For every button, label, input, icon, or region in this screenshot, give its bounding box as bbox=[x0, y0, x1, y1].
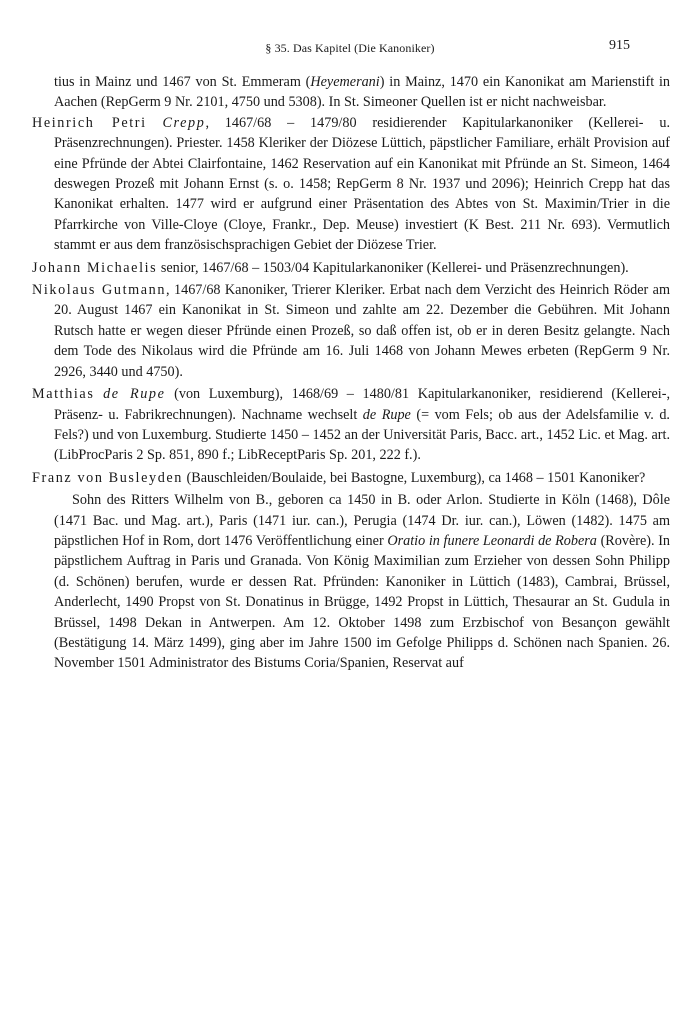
entry-nikolaus-gutmann: Nikolaus Gutmann, 1467/68 Kanoniker, Trierer Kleriker. Erbat nach dem Verzicht des Heinrich Röder am 20. August 1467 ein Kanonikat in St. Simeon und zahlte am 22. Dezember die Gebühren. Mit Johann Rutsch hatte er wegen dieser Pfründe einen Prozeß, so daß offen ist, ob er in deren Besitz gelangte. Nach dem Tode des Nikolaus wird die Pfründe am 16. Juli 1468 von Johann Mewes erbeten (RepGerm 9 Nr. 2926, 3440 und 4750). bbox=[32, 282, 670, 380]
page-body bbox=[32, 72, 670, 674]
entry-name-italic: de Rupe bbox=[103, 386, 166, 403]
entry-johann-michaelis: Johann Michaelis senior, 1467/68 – 1503/04 Kapitularkanoniker (Kellerei- und Präsenzrechnungen). bbox=[32, 259, 629, 276]
running-title: § 35. Das Kapitel (Die Kanoniker) bbox=[265, 41, 435, 55]
entry-heinrich-crepp: Heinrich Petri Crepp, 1467/68 – 1479/80 residierender Kapitularkanoniker (Kellerei- u. Präsenzrechnungen). Priester. 1458 Kleriker der Diözese Lüttich, päpstlicher Familiare, erhält Provision auf eine Pfründe der Abtei Clairfontaine, 1462 Reservation auf ein Kanonikat mit Pfründe an St. Simeon, 1464 deswegen Prozeß mit Johann Ernst (s. o. 1458; RepGerm 8 Nr. 1937 und 2096); Heinrich Crepp hat das Kanonikat erhalten. 1477 wird er aufgrund einer Präsentation des Abtes von St. Maximin/Trier in die Pfarrkirche von Ville-Cloye (Cloye, Frankr., Dep. Meuse) investiert (K Best. 211 Nr. 693). Vermutlich stammt er aus dem französischsprachigen Gebiet der Diözese Trier. bbox=[32, 114, 670, 254]
continuation-paragraph: tius in Mainz und 1467 von St. Emmeram (Heyemerani) in Mainz, 1470 ein Kanonikat am Marienstift in Aachen (RepGerm 9 Nr. 2101, 4750 und 5308). In St. Simeoner Quellen ist er nicht nachweisbar. bbox=[54, 74, 670, 111]
entry-name: Heinrich Petri bbox=[32, 114, 147, 131]
entry-franz-von-busleyden: Franz von Busleyden (Bauschleiden/Boulaide, bei Bastogne, Luxemburg), ca 1468 – 1501 Kanoniker? bbox=[32, 469, 646, 486]
entry-name: Franz von Busleyden bbox=[32, 469, 183, 486]
entry-franz-von-busleyden-biography: Sohn des Ritters Wilhelm von B., geboren ca 1450 in B. oder Arlon. Studierte in Köln (1468), Dôle (1471 Bac. und Mag. art.), Paris (1471 iur. can.), Perugia (1474 Dr. iur. can.), Löwen (1482). 1475 am päpstlichen Hof in Rom, dort 1476 Veröffentlichung einer Oratio in funere Leonardi de Robera (Rovère). In päpstlichem Auftrag in Paris und Granada. Von König Maximilian zum Erzieher von dessen Sohn Philipp (d. Schönen) berufen, wurde er dessen Rat. Pfründen: Kanoniker in Lüttich (1483), Cambrai, Brüssel, Anderlecht, 1490 Propst von St. Donatinus in Brügge, 1492 Propst in Lüttich, Thesaurar an St. Gudula in Brüssel, 1498 Dekan in Antwerpen. Am 12. Oktober 1498 zum Erzbischof von Besançon gewählt (Bestätigung 14. März 1499), ging aber im Jahre 1500 im Gefolge Philipps d. Schönen nach Spanien. 26. November 1501 Administrator des Bistums Coria/Spanien, Reservat auf bbox=[54, 492, 671, 672]
entry-name: Nikolaus Gutmann bbox=[32, 282, 167, 299]
entry-name-italic: Crepp bbox=[162, 114, 206, 131]
entry-name: Johann Michaelis bbox=[32, 259, 158, 276]
running-head bbox=[0, 36, 700, 56]
entry-name: Matthias bbox=[32, 386, 95, 403]
page-number: 915 bbox=[609, 38, 630, 53]
entry-matthias-de-rupe: Matthias de Rupe (von Luxemburg), 1468/69 – 1480/81 Kapitularkanoniker, residierend (Kellerei-, Präsenz- u. Fabrikrechnungen). Nachname wechselt de Rupe (= vom Fels; ob aus der Adelsfamilie v. d. Fels?) und von Luxemburg. Studierte 1450 – 1452 an der Universität Paris, Bacc. art., 1452 Lic. et Mag. art. (LibProcParis 2 Sp. 851, 890 f.; LibReceptParis Sp. 201, 222 f.). bbox=[32, 386, 670, 464]
